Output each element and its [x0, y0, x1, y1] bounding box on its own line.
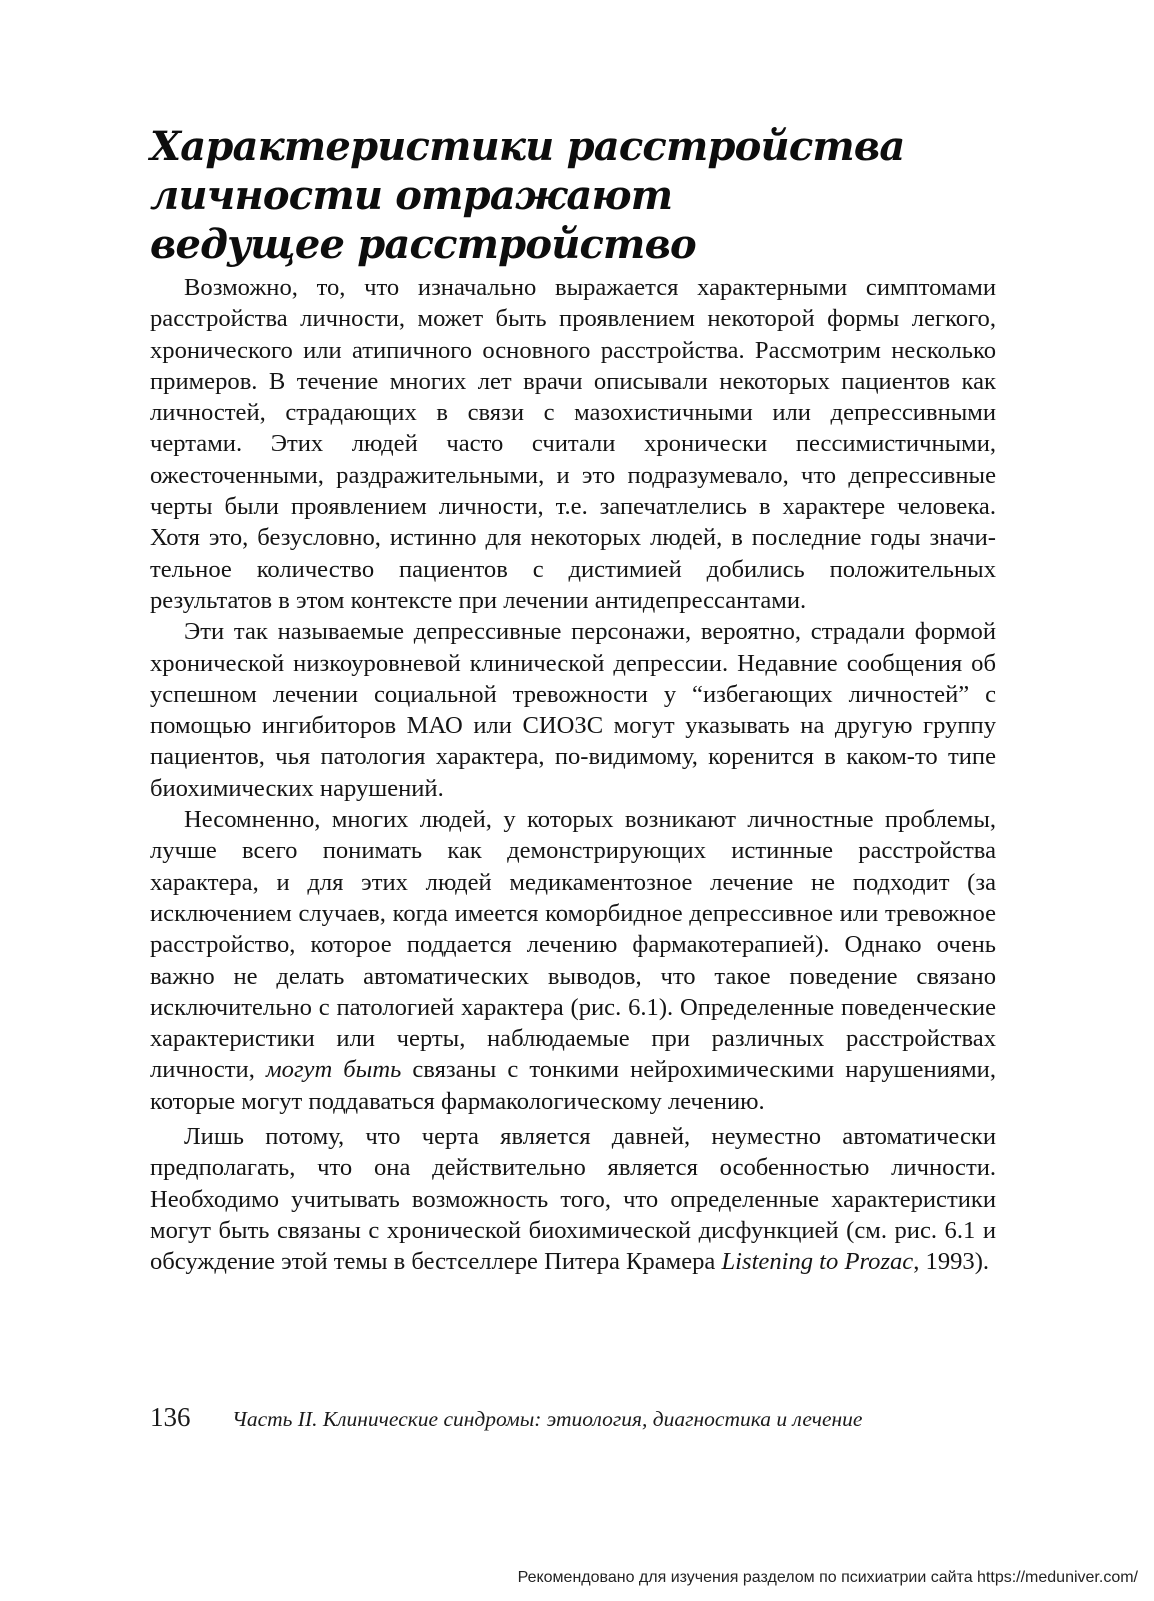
section-heading-line-1: Характеристики расстройства	[150, 123, 905, 170]
paragraph-4	[150, 1121, 996, 1277]
paragraph-1: Возможно, то, что изначально выражается характерными симптомами расстройства личности, может быть проявлением некоторой формы легкого, хронического или атипичного основного расстройства. Рассмотрим несколько примеров. В течение многих лет врачи описывали некоторых пациентов как личностей, страдающих в связи с мазохистичными или депрессивными чертами. Этих людей часто считали хронически пессимистичными, ожесточенными, раздражительными, и это подразумевало, что депрессивные черты были проявлением личности, т.е. запечатлелись в характере человека. Хотя это, безусловно, истинно для некоторых людей, в последние годы значительное количество пациентов с дистимией добились положительных результатов в этом контексте при лечении антидепрессантами.	[150, 274, 996, 614]
book-title-reference: Listening to Prozac	[721, 1248, 914, 1276]
paragraph-2: Эти так называемые депрессивные персонажи, вероятно, страдали формой хронической низкоуровневой клинической депрессии. Недавние сообщения об успешном лечении социальной тревожности у “избегающих личностей” с помощью ингибиторов МАО или СИОЗС могут указывать на другую группу пациентов, чья патология характера, по-видимому, коренится в каком-то типе биохимических нарушений.	[150, 618, 996, 802]
paragraph-3-text-start: Несомненно, многих людей, у которых возникают личностные проблемы, лучше всего понимать как демонстрирующих истинные расстройства характера, и для этих людей медикаментозное лечение не подходит (за исключением случаев, когда имеется коморбидное депрессивное или тревожное расстройство, которое поддается лечению фармакотерапией). Однако очень важно не делать автоматических выводов, что такое поведение связано исключительно с патологией характера (рис. 6.1). Определенные поведенческие характеристики или черты, наблюдаемые при различных расстройствах личности,	[150, 806, 996, 1084]
page-footer	[150, 1402, 1010, 1433]
watermark-text: Рекомендовано для изучения разделом по психиатрии сайта https://meduniver.com/	[517, 1569, 1138, 1586]
paragraph-3-text-end: связаны с тонкими нейрохимическими нарушениями, которые могут поддаваться фармакологическому лечению.	[150, 1056, 996, 1115]
paragraph-3-emphasis: могут быть	[265, 1056, 402, 1084]
section-heading-line-2: личности отражают	[150, 172, 673, 219]
body-text	[150, 272, 996, 1278]
section-heading-line-3: ведущее расстройство	[150, 221, 696, 268]
section-heading	[150, 122, 910, 269]
paragraph-4-text-start: Лишь потому, что черта является давней, неуместно автоматически предполагать, что она действительно является особенностью личности. Необходимо учитывать возможность того, что определенные характеристики могут быть связаны с хронической биохимической дисфункцией (см. рис. 6.1 и обсуждение этой темы в бестселлере Питера Крамера	[150, 1123, 996, 1276]
page-number: 136	[150, 1402, 191, 1432]
running-title: Часть II. Клинические синдромы: этиология, диагностика и лечение	[232, 1407, 863, 1431]
paragraph-4-text-end: , 1993).	[913, 1248, 990, 1276]
paragraph-3	[150, 804, 996, 1117]
